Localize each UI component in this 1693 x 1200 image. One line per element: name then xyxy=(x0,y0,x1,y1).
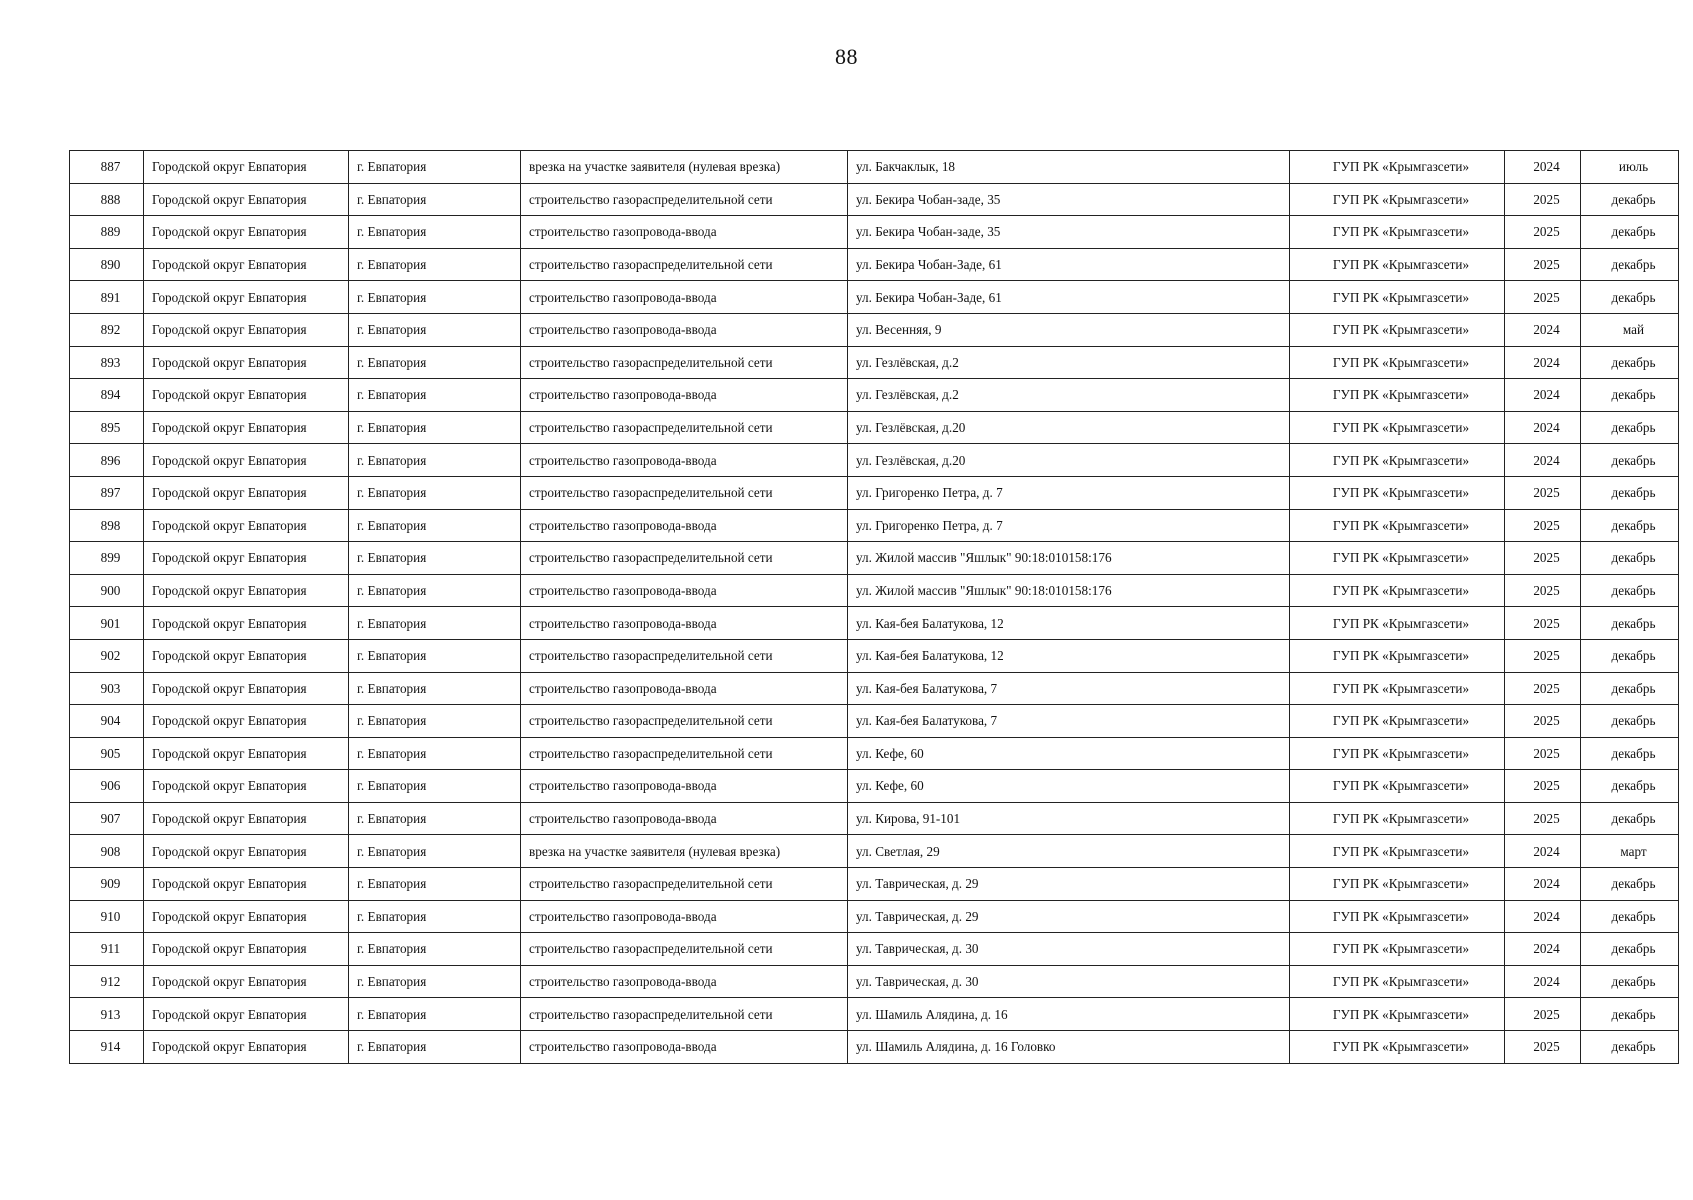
address-cell: ул. Кефе, 60 xyxy=(848,770,1290,803)
row-number-cell: 913 xyxy=(70,998,144,1031)
month-cell: декабрь xyxy=(1581,183,1679,216)
address-cell: ул. Таврическая, д. 29 xyxy=(848,868,1290,901)
work-type-cell: строительство газопровода-ввода xyxy=(521,770,848,803)
year-cell: 2025 xyxy=(1505,705,1581,738)
district-cell: Городской округ Евпатория xyxy=(144,607,349,640)
work-type-cell: строительство газопровода-ввода xyxy=(521,607,848,640)
district-cell: Городской округ Евпатория xyxy=(144,770,349,803)
address-cell: ул. Шамиль Алядина, д. 16 xyxy=(848,998,1290,1031)
work-type-cell: строительство газопровода-ввода xyxy=(521,900,848,933)
work-type-cell: строительство газопровода-ввода xyxy=(521,802,848,835)
district-cell: Городской округ Евпатория xyxy=(144,705,349,738)
year-cell: 2024 xyxy=(1505,835,1581,868)
city-cell: г. Евпатория xyxy=(349,281,521,314)
address-cell: ул. Бекира Чобан-Заде, 61 xyxy=(848,248,1290,281)
table-row xyxy=(70,1031,1679,1064)
city-cell: г. Евпатория xyxy=(349,574,521,607)
table-row xyxy=(70,183,1679,216)
organization-cell: ГУП РК «Крымгазсети» xyxy=(1290,835,1505,868)
month-cell: декабрь xyxy=(1581,476,1679,509)
work-type-cell: строительство газораспределительной сети xyxy=(521,998,848,1031)
row-number-cell: 902 xyxy=(70,639,144,672)
month-cell: декабрь xyxy=(1581,933,1679,966)
table-row xyxy=(70,542,1679,575)
district-cell: Городской округ Евпатория xyxy=(144,672,349,705)
month-cell: декабрь xyxy=(1581,574,1679,607)
work-type-cell: строительство газораспределительной сети xyxy=(521,476,848,509)
organization-cell: ГУП РК «Крымгазсети» xyxy=(1290,639,1505,672)
work-type-cell: строительство газораспределительной сети xyxy=(521,411,848,444)
year-cell: 2025 xyxy=(1505,737,1581,770)
row-number-cell: 899 xyxy=(70,542,144,575)
row-number-cell: 907 xyxy=(70,802,144,835)
year-cell: 2024 xyxy=(1505,346,1581,379)
organization-cell: ГУП РК «Крымгазсети» xyxy=(1290,965,1505,998)
row-number-cell: 900 xyxy=(70,574,144,607)
address-cell: ул. Кая-бея Балатукова, 7 xyxy=(848,705,1290,738)
district-cell: Городской округ Евпатория xyxy=(144,802,349,835)
city-cell: г. Евпатория xyxy=(349,183,521,216)
district-cell: Городской округ Евпатория xyxy=(144,379,349,412)
row-number-cell: 898 xyxy=(70,509,144,542)
city-cell: г. Евпатория xyxy=(349,216,521,249)
address-cell: ул. Кая-бея Балатукова, 12 xyxy=(848,607,1290,640)
address-cell: ул. Бакчаклык, 18 xyxy=(848,151,1290,184)
city-cell: г. Евпатория xyxy=(349,379,521,412)
city-cell: г. Евпатория xyxy=(349,868,521,901)
organization-cell: ГУП РК «Крымгазсети» xyxy=(1290,248,1505,281)
table-row xyxy=(70,476,1679,509)
organization-cell: ГУП РК «Крымгазсети» xyxy=(1290,770,1505,803)
table-row xyxy=(70,216,1679,249)
document-table-container xyxy=(69,150,1678,1064)
city-cell: г. Евпатория xyxy=(349,998,521,1031)
organization-cell: ГУП РК «Крымгазсети» xyxy=(1290,151,1505,184)
organization-cell: ГУП РК «Крымгазсети» xyxy=(1290,998,1505,1031)
row-number-cell: 888 xyxy=(70,183,144,216)
work-type-cell: строительство газораспределительной сети xyxy=(521,639,848,672)
city-cell: г. Евпатория xyxy=(349,802,521,835)
year-cell: 2025 xyxy=(1505,607,1581,640)
year-cell: 2025 xyxy=(1505,216,1581,249)
row-number-cell: 889 xyxy=(70,216,144,249)
month-cell: декабрь xyxy=(1581,346,1679,379)
year-cell: 2025 xyxy=(1505,1031,1581,1064)
year-cell: 2024 xyxy=(1505,868,1581,901)
district-cell: Городской округ Евпатория xyxy=(144,411,349,444)
row-number-cell: 904 xyxy=(70,705,144,738)
organization-cell: ГУП РК «Крымгазсети» xyxy=(1290,737,1505,770)
organization-cell: ГУП РК «Крымгазсети» xyxy=(1290,346,1505,379)
work-type-cell: строительство газораспределительной сети xyxy=(521,737,848,770)
city-cell: г. Евпатория xyxy=(349,509,521,542)
address-cell: ул. Григоренко Петра, д. 7 xyxy=(848,509,1290,542)
year-cell: 2025 xyxy=(1505,476,1581,509)
row-number-cell: 901 xyxy=(70,607,144,640)
work-type-cell: строительство газопровода-ввода xyxy=(521,444,848,477)
table-row xyxy=(70,281,1679,314)
organization-cell: ГУП РК «Крымгазсети» xyxy=(1290,1031,1505,1064)
city-cell: г. Евпатория xyxy=(349,542,521,575)
month-cell: декабрь xyxy=(1581,216,1679,249)
month-cell: март xyxy=(1581,835,1679,868)
address-cell: ул. Таврическая, д. 30 xyxy=(848,965,1290,998)
table-row xyxy=(70,509,1679,542)
district-cell: Городской округ Евпатория xyxy=(144,216,349,249)
row-number-cell: 910 xyxy=(70,900,144,933)
table-row xyxy=(70,900,1679,933)
work-type-cell: врезка на участке заявителя (нулевая врезка) xyxy=(521,835,848,868)
row-number-cell: 909 xyxy=(70,868,144,901)
month-cell: декабрь xyxy=(1581,705,1679,738)
month-cell: декабрь xyxy=(1581,998,1679,1031)
table-row xyxy=(70,444,1679,477)
month-cell: декабрь xyxy=(1581,509,1679,542)
table-row xyxy=(70,770,1679,803)
city-cell: г. Евпатория xyxy=(349,672,521,705)
row-number-cell: 905 xyxy=(70,737,144,770)
row-number-cell: 897 xyxy=(70,476,144,509)
year-cell: 2025 xyxy=(1505,574,1581,607)
organization-cell: ГУП РК «Крымгазсети» xyxy=(1290,607,1505,640)
work-type-cell: строительство газораспределительной сети xyxy=(521,183,848,216)
organization-cell: ГУП РК «Крымгазсети» xyxy=(1290,411,1505,444)
city-cell: г. Евпатория xyxy=(349,933,521,966)
city-cell: г. Евпатория xyxy=(349,835,521,868)
month-cell: декабрь xyxy=(1581,607,1679,640)
work-type-cell: строительство газораспределительной сети xyxy=(521,542,848,575)
city-cell: г. Евпатория xyxy=(349,705,521,738)
organization-cell: ГУП РК «Крымгазсети» xyxy=(1290,313,1505,346)
district-cell: Городской округ Евпатория xyxy=(144,542,349,575)
organization-cell: ГУП РК «Крымгазсети» xyxy=(1290,476,1505,509)
address-cell: ул. Светлая, 29 xyxy=(848,835,1290,868)
city-cell: г. Евпатория xyxy=(349,248,521,281)
month-cell: декабрь xyxy=(1581,770,1679,803)
district-cell: Городской округ Евпатория xyxy=(144,476,349,509)
district-cell: Городской округ Евпатория xyxy=(144,444,349,477)
district-cell: Городской округ Евпатория xyxy=(144,248,349,281)
district-cell: Городской округ Евпатория xyxy=(144,998,349,1031)
city-cell: г. Евпатория xyxy=(349,476,521,509)
table-body xyxy=(70,151,1679,1064)
address-cell: ул. Жилой массив "Яшлык" 90:18:010158:176 xyxy=(848,574,1290,607)
work-type-cell: строительство газопровода-ввода xyxy=(521,672,848,705)
work-type-cell: строительство газопровода-ввода xyxy=(521,216,848,249)
address-cell: ул. Кая-бея Балатукова, 7 xyxy=(848,672,1290,705)
row-number-cell: 903 xyxy=(70,672,144,705)
month-cell: декабрь xyxy=(1581,248,1679,281)
work-type-cell: врезка на участке заявителя (нулевая врезка) xyxy=(521,151,848,184)
address-cell: ул. Гезлёвская, д.2 xyxy=(848,346,1290,379)
work-type-cell: строительство газопровода-ввода xyxy=(521,313,848,346)
month-cell: декабрь xyxy=(1581,379,1679,412)
table-row xyxy=(70,574,1679,607)
district-cell: Городской округ Евпатория xyxy=(144,933,349,966)
city-cell: г. Евпатория xyxy=(349,965,521,998)
address-cell: ул. Кая-бея Балатукова, 12 xyxy=(848,639,1290,672)
address-cell: ул. Кефе, 60 xyxy=(848,737,1290,770)
row-number-cell: 895 xyxy=(70,411,144,444)
city-cell: г. Евпатория xyxy=(349,444,521,477)
year-cell: 2025 xyxy=(1505,998,1581,1031)
city-cell: г. Евпатория xyxy=(349,607,521,640)
organization-cell: ГУП РК «Крымгазсети» xyxy=(1290,542,1505,575)
year-cell: 2025 xyxy=(1505,639,1581,672)
organization-cell: ГУП РК «Крымгазсети» xyxy=(1290,183,1505,216)
city-cell: г. Евпатория xyxy=(349,770,521,803)
month-cell: декабрь xyxy=(1581,542,1679,575)
month-cell: декабрь xyxy=(1581,737,1679,770)
organization-cell: ГУП РК «Крымгазсети» xyxy=(1290,900,1505,933)
city-cell: г. Евпатория xyxy=(349,1031,521,1064)
city-cell: г. Евпатория xyxy=(349,411,521,444)
district-cell: Городской округ Евпатория xyxy=(144,965,349,998)
organization-cell: ГУП РК «Крымгазсети» xyxy=(1290,216,1505,249)
row-number-cell: 893 xyxy=(70,346,144,379)
city-cell: г. Евпатория xyxy=(349,900,521,933)
work-type-cell: строительство газопровода-ввода xyxy=(521,281,848,314)
address-cell: ул. Бекира Чобан-заде, 35 xyxy=(848,183,1290,216)
work-type-cell: строительство газопровода-ввода xyxy=(521,965,848,998)
district-cell: Городской округ Евпатория xyxy=(144,151,349,184)
year-cell: 2025 xyxy=(1505,542,1581,575)
row-number-cell: 894 xyxy=(70,379,144,412)
address-cell: ул. Таврическая, д. 29 xyxy=(848,900,1290,933)
organization-cell: ГУП РК «Крымгазсети» xyxy=(1290,444,1505,477)
work-type-cell: строительство газораспределительной сети xyxy=(521,248,848,281)
district-cell: Городской округ Евпатория xyxy=(144,900,349,933)
district-cell: Городской округ Евпатория xyxy=(144,737,349,770)
address-cell: ул. Гезлёвская, д.20 xyxy=(848,411,1290,444)
work-type-cell: строительство газораспределительной сети xyxy=(521,868,848,901)
month-cell: декабрь xyxy=(1581,672,1679,705)
table-row xyxy=(70,411,1679,444)
district-cell: Городской округ Евпатория xyxy=(144,1031,349,1064)
address-cell: ул. Таврическая, д. 30 xyxy=(848,933,1290,966)
year-cell: 2025 xyxy=(1505,509,1581,542)
month-cell: декабрь xyxy=(1581,965,1679,998)
table-row xyxy=(70,998,1679,1031)
row-number-cell: 911 xyxy=(70,933,144,966)
table-row xyxy=(70,737,1679,770)
organization-cell: ГУП РК «Крымгазсети» xyxy=(1290,281,1505,314)
table-row xyxy=(70,965,1679,998)
address-cell: ул. Гезлёвская, д.2 xyxy=(848,379,1290,412)
city-cell: г. Евпатория xyxy=(349,737,521,770)
year-cell: 2024 xyxy=(1505,151,1581,184)
month-cell: декабрь xyxy=(1581,639,1679,672)
work-type-cell: строительство газораспределительной сети xyxy=(521,346,848,379)
year-cell: 2025 xyxy=(1505,802,1581,835)
district-cell: Городской округ Евпатория xyxy=(144,574,349,607)
year-cell: 2025 xyxy=(1505,183,1581,216)
row-number-cell: 908 xyxy=(70,835,144,868)
district-cell: Городской округ Евпатория xyxy=(144,183,349,216)
organization-cell: ГУП РК «Крымгазсети» xyxy=(1290,933,1505,966)
organization-cell: ГУП РК «Крымгазсети» xyxy=(1290,705,1505,738)
table-row xyxy=(70,151,1679,184)
work-type-cell: строительство газопровода-ввода xyxy=(521,1031,848,1064)
month-cell: декабрь xyxy=(1581,444,1679,477)
district-cell: Городской округ Евпатория xyxy=(144,639,349,672)
organization-cell: ГУП РК «Крымгазсети» xyxy=(1290,379,1505,412)
table-row xyxy=(70,346,1679,379)
page-number: 88 xyxy=(835,44,858,69)
table-row xyxy=(70,607,1679,640)
table-row xyxy=(70,672,1679,705)
row-number-cell: 891 xyxy=(70,281,144,314)
city-cell: г. Евпатория xyxy=(349,313,521,346)
work-type-cell: строительство газопровода-ввода xyxy=(521,379,848,412)
month-cell: декабрь xyxy=(1581,802,1679,835)
year-cell: 2024 xyxy=(1505,965,1581,998)
month-cell: декабрь xyxy=(1581,868,1679,901)
row-number-cell: 912 xyxy=(70,965,144,998)
district-cell: Городской округ Евпатория xyxy=(144,835,349,868)
table-row xyxy=(70,835,1679,868)
address-cell: ул. Бекира Чобан-Заде, 61 xyxy=(848,281,1290,314)
row-number-cell: 896 xyxy=(70,444,144,477)
month-cell: декабрь xyxy=(1581,1031,1679,1064)
table-row xyxy=(70,248,1679,281)
work-type-cell: строительство газопровода-ввода xyxy=(521,574,848,607)
district-cell: Городской округ Евпатория xyxy=(144,868,349,901)
city-cell: г. Евпатория xyxy=(349,639,521,672)
district-cell: Городской округ Евпатория xyxy=(144,346,349,379)
organization-cell: ГУП РК «Крымгазсети» xyxy=(1290,574,1505,607)
row-number-cell: 890 xyxy=(70,248,144,281)
year-cell: 2024 xyxy=(1505,313,1581,346)
month-cell: июль xyxy=(1581,151,1679,184)
address-cell: ул. Шамиль Алядина, д. 16 Головко xyxy=(848,1031,1290,1064)
year-cell: 2025 xyxy=(1505,770,1581,803)
address-cell: ул. Гезлёвская, д.20 xyxy=(848,444,1290,477)
city-cell: г. Евпатория xyxy=(349,151,521,184)
address-cell: ул. Кирова, 91-101 xyxy=(848,802,1290,835)
organization-cell: ГУП РК «Крымгазсети» xyxy=(1290,672,1505,705)
gasification-schedule-table xyxy=(69,150,1679,1064)
year-cell: 2024 xyxy=(1505,933,1581,966)
city-cell: г. Евпатория xyxy=(349,346,521,379)
organization-cell: ГУП РК «Крымгазсети» xyxy=(1290,802,1505,835)
year-cell: 2024 xyxy=(1505,900,1581,933)
year-cell: 2025 xyxy=(1505,281,1581,314)
address-cell: ул. Григоренко Петра, д. 7 xyxy=(848,476,1290,509)
table-row xyxy=(70,933,1679,966)
month-cell: декабрь xyxy=(1581,281,1679,314)
year-cell: 2024 xyxy=(1505,444,1581,477)
year-cell: 2025 xyxy=(1505,672,1581,705)
work-type-cell: строительство газораспределительной сети xyxy=(521,933,848,966)
table-row xyxy=(70,313,1679,346)
month-cell: декабрь xyxy=(1581,411,1679,444)
address-cell: ул. Весенняя, 9 xyxy=(848,313,1290,346)
year-cell: 2024 xyxy=(1505,411,1581,444)
row-number-cell: 887 xyxy=(70,151,144,184)
district-cell: Городской округ Евпатория xyxy=(144,509,349,542)
organization-cell: ГУП РК «Крымгазсети» xyxy=(1290,868,1505,901)
address-cell: ул. Жилой массив "Яшлык" 90:18:010158:176 xyxy=(848,542,1290,575)
month-cell: декабрь xyxy=(1581,900,1679,933)
work-type-cell: строительство газораспределительной сети xyxy=(521,705,848,738)
table-row xyxy=(70,802,1679,835)
table-row xyxy=(70,705,1679,738)
year-cell: 2024 xyxy=(1505,379,1581,412)
table-row xyxy=(70,639,1679,672)
district-cell: Городской округ Евпатория xyxy=(144,281,349,314)
table-row xyxy=(70,379,1679,412)
work-type-cell: строительство газопровода-ввода xyxy=(521,509,848,542)
row-number-cell: 906 xyxy=(70,770,144,803)
row-number-cell: 892 xyxy=(70,313,144,346)
table-row xyxy=(70,868,1679,901)
year-cell: 2025 xyxy=(1505,248,1581,281)
organization-cell: ГУП РК «Крымгазсети» xyxy=(1290,509,1505,542)
address-cell: ул. Бекира Чобан-заде, 35 xyxy=(848,216,1290,249)
district-cell: Городской округ Евпатория xyxy=(144,313,349,346)
month-cell: май xyxy=(1581,313,1679,346)
row-number-cell: 914 xyxy=(70,1031,144,1064)
